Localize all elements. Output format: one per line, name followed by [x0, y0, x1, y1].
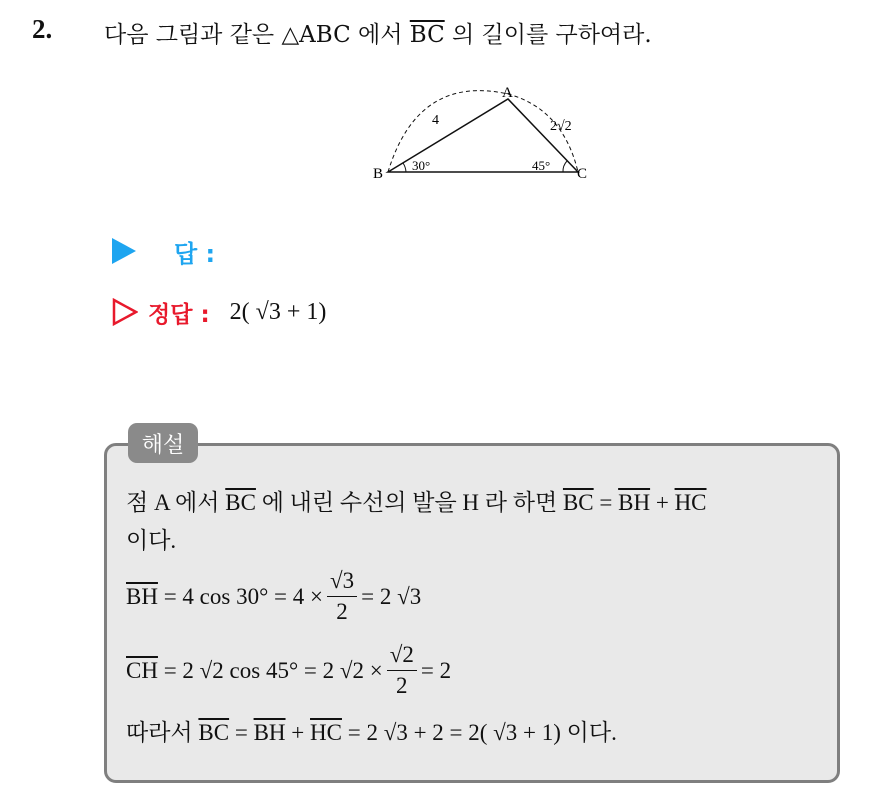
question-text-before: 다음 그림과 같은 △ABC 에서 [104, 22, 403, 48]
sol-l1-bc2: $\overline{BC}$ [562, 490, 594, 515]
sol-l5-bc: $\overline{BC}$ [198, 720, 230, 745]
sol-l1-hc: $\overline{HC}$ [674, 490, 707, 515]
answer-label: 답 : [174, 239, 216, 268]
fraction-numerator: √2 [387, 640, 417, 671]
question-text [104, 16, 652, 49]
solution-tag: 해설 [128, 423, 198, 463]
vertex-b-label: B [373, 166, 384, 182]
solution-line-3 [126, 566, 421, 627]
fraction-numerator: √3 [327, 566, 357, 597]
solution-line-1 [126, 484, 707, 517]
sol-l5-bh: $\overline{BH}$ [253, 720, 286, 745]
correct-answer-label: 정답 : [148, 301, 210, 328]
angle-arc-b [403, 163, 406, 172]
sol-l5-rest: = 2 √3 + 2 = 2( √3 + 1) 이다. [347, 720, 617, 745]
side-ab-label: 4 [432, 113, 439, 128]
fraction-denominator: 2 [336, 599, 348, 624]
sol-l3-left: = 4 cos 30° = 4 × [163, 583, 323, 609]
angle-b-label: 30° [412, 158, 431, 173]
sol-l1-eq: = [599, 490, 613, 515]
angle-arc-c [563, 161, 567, 172]
vertex-a-label: A [502, 85, 513, 101]
sol-l1-bh: $\overline{BH}$ [618, 490, 651, 515]
correct-answer-row [112, 296, 326, 328]
side-ac-label: 2√2 [550, 119, 572, 134]
play-filled-icon [112, 238, 136, 264]
sol-l4-left: = 2 √2 cos 45° = 2 √2 × [163, 657, 383, 683]
segment-bc: $\overline{BC}$ [409, 22, 445, 48]
question-text-after: 의 길이를 구하여라. [452, 22, 652, 48]
correct-answer-value: 2( √3 + 1) [229, 298, 327, 325]
sol-l5-hc: $\overline{HC}$ [310, 720, 342, 745]
triangle-figure [368, 84, 600, 188]
sol-l1-bc: $\overline{BC}$ [225, 490, 256, 515]
sol-l5-a: 따라서 [126, 720, 193, 745]
sol-l1-b: 에 내린 수선의 발을 H 라 하면 [261, 490, 558, 515]
sol-l5-eq: = [234, 720, 248, 745]
question-number: 2. [32, 14, 53, 44]
fraction-sqrt2-over-2 [387, 640, 417, 701]
sol-l3-right: = 2 √3 [361, 583, 422, 609]
sol-l3-seg: $\overline{BH}$ [126, 583, 158, 609]
fraction-sqrt3-over-2 [327, 566, 357, 627]
sol-l4-seg: $\overline{CH}$ [126, 657, 158, 683]
sol-l5-plus: + [291, 720, 305, 745]
solution-line-4 [126, 640, 451, 701]
sol-l1-a: 점 A 에서 [126, 490, 220, 515]
angle-c-label: 45° [532, 158, 551, 173]
sol-l1-plus: + [655, 490, 669, 515]
sol-l4-right: = 2 [420, 657, 452, 683]
answer-row [112, 236, 215, 266]
fraction-denominator: 2 [396, 673, 408, 698]
vertex-c-label: C [577, 166, 588, 182]
solution-line-2: 이다. [126, 528, 177, 553]
play-outline-icon [112, 298, 138, 326]
solution-line-5 [126, 714, 617, 747]
